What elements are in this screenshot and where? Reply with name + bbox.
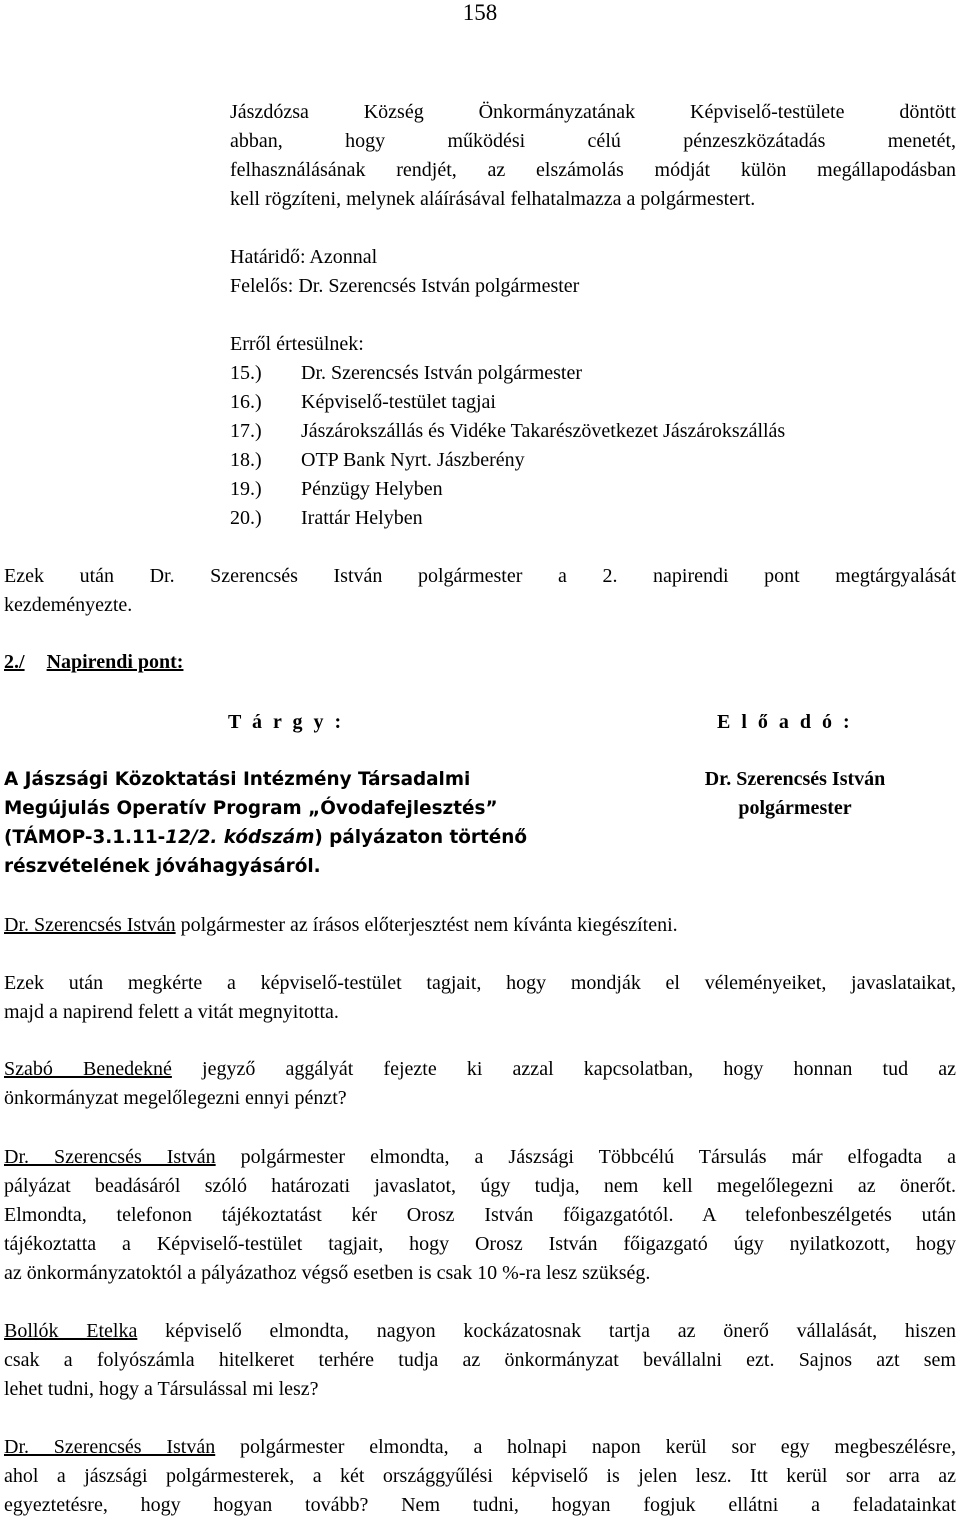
agenda-label: Napirendi pont: [46, 651, 184, 673]
speaker-name: Dr. Szerencsés István [4, 914, 176, 936]
paragraph: Szabó Benedekné jegyző aggályát fejezte ki azzal kapcsolatban, hogy honnan tud az önkormányzat megelőlegezni ennyi pénzt? [4, 1058, 956, 1109]
resolution-line: felhasználásának rendjét, az elszámolás módját külön megállapodásban [230, 159, 956, 181]
notified-heading: Erről értesülnek: [230, 333, 364, 355]
paragraph: Dr. Szerencsés István polgármester elmondta, a Jászsági Többcélú Társulás már elfogadta a pályázat beadásáról szóló határozati javaslatot, úgy tudja, nem kell megelőlegezni az önerőt. Elmondta, telefonon tájékoztatást kér Orosz István főigazgatótól. A telefonbeszélgetés után tájékoztatta a Képviselő-testület tagjait, hogy Orosz István főigazgató úgy nyilatkozott, hogy az önkormányzatoktól a pályázathoz végső esetben is csak 10 %-ra lesz szükség. [4, 1146, 956, 1284]
notified-text: Dr. Szerencsés István polgármester [301, 362, 583, 384]
speaker-name: Szabó Benedekné [4, 1058, 172, 1080]
notified-text: Irattár Helyben [301, 507, 423, 529]
speaker-name: Dr. Szerencsés István [4, 1146, 216, 1168]
intro-paragraph: Ezek után Dr. Szerencsés István polgármester a 2. napirendi pont megtárgyalását kezdeményezte. [4, 565, 956, 616]
agenda-heading [4, 648, 183, 677]
responsible: Felelős: Dr. Szerencsés István polgármester [230, 275, 580, 297]
agenda-number: 2./ [4, 651, 25, 673]
notified-item [230, 388, 496, 417]
subject-title: T á r g y : [228, 711, 345, 733]
notified-item [230, 446, 525, 475]
notified-text: Képviselő-testület tagjai [301, 391, 496, 413]
resolution-line: kell rögzíteni, melynek aláírásával felhatalmazza a polgármestert. [230, 188, 756, 210]
paragraph: Bollók Etelka képviselő elmondta, nagyon kockázatosnak tartja az önerő vállalását, hiszen csak a folyószámla hitelkeret terhére tudja az önkormányzat bevállalni ezt. Sajnos azt sem lehet tudni, hogy a Társulással mi lesz? [4, 1320, 956, 1400]
notified-item [230, 504, 423, 533]
agenda-subject: A Jászsági Közoktatási Intézmény Társadalmi Megújulás Operatív Program „Óvodafejlesztés” (TÁMOP-3.1.11-12/2. kódszám) pályázaton történő részvételének jóváhagyásáról. [4, 769, 527, 877]
notified-number: 20.) [230, 507, 262, 529]
resolution-line: abban, hogy működési célú pénzeszközátadás menetét, [230, 130, 956, 152]
presenter-title: E l ő a d ó : [717, 711, 853, 733]
notified-number: 17.) [230, 420, 262, 442]
notified-number: 15.) [230, 362, 262, 384]
agenda-presenter: Dr. Szerencsés István polgármester [704, 768, 886, 819]
notified-item [230, 417, 785, 446]
notified-item [230, 359, 582, 388]
notified-item [230, 475, 443, 504]
notified-number: 16.) [230, 391, 262, 413]
notified-number: 19.) [230, 478, 262, 500]
notified-text: Pénzügy Helyben [301, 478, 443, 500]
notified-text: OTP Bank Nyrt. Jászberény [301, 449, 525, 471]
resolution-text [230, 98, 956, 214]
paragraph: Dr. Szerencsés István polgármester az írásos előterjesztést nem kívánta kiegészíteni. [4, 914, 678, 936]
paragraph: Dr. Szerencsés István polgármester elmondta, a holnapi napon kerül sor egy megbeszélésre, ahol a jászsági polgármesterek, a két országgyűlési képviselő is jelen lesz. Itt kerül sor arra az egyeztetésre, hogy hogyan tovább? Nem tudni, hogyan fogjuk ellátni a feladatainkat [4, 1436, 956, 1516]
deadline: Határidő: Azonnal [230, 246, 378, 268]
speaker-name: Bollók Etelka [4, 1320, 138, 1342]
paragraph: Ezek után megkérte a képviselő-testület tagjait, hogy mondják el véleményeiket, javaslataikat, majd a napirend felett a vitát megnyitotta. [4, 972, 956, 1023]
speaker-name: Dr. Szerencsés István [4, 1436, 216, 1458]
page-number: 158 [462, 0, 498, 25]
resolution-line: Jászdózsa Község Önkormányzatának Képviselő-testülete döntött [230, 101, 956, 123]
notified-number: 18.) [230, 449, 262, 471]
notified-text: Jászárokszállás és Vidéke Takarészövetkezet Jászárokszállás [301, 420, 786, 442]
